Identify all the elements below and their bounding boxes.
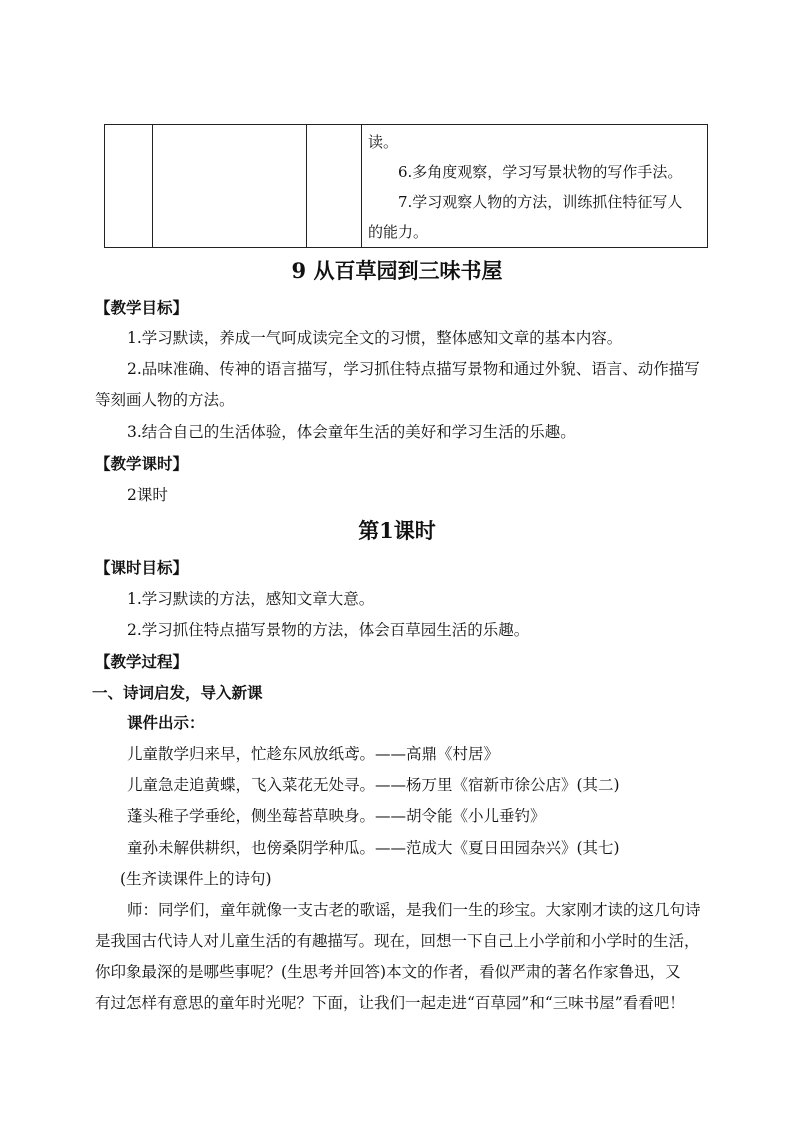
period-goal-item: 1.学习默读的方法，感知文章大意。 [127, 590, 375, 608]
goal-item: 2.品味准确、传神的语言描写，学习抓住特点描写景物和通过外貌、语言、动作描写 [127, 360, 700, 378]
courseware-label: 课件出示： [127, 713, 205, 732]
objectives-text [362, 125, 707, 247]
objective-line: 6.多角度观察，学习写景状物的写作手法。 [398, 163, 683, 181]
goal-item-continued: 等刻画人物的方法。 [95, 391, 235, 409]
hours-heading: 【教学课时】 [95, 454, 189, 473]
objective-line: 读。 [368, 133, 399, 151]
reading-note: (生齐读课件上的诗句) [120, 870, 272, 888]
period-goal-item: 2.学习抓住特点描写景物的方法，体会百草园生活的乐趣。 [127, 621, 530, 639]
table-cell-empty [307, 125, 362, 248]
section-heading: 一、诗词启发，导入新课 [92, 683, 263, 702]
objective-line: 7.学习观察人物的方法，训练抓住特征写人 [398, 193, 683, 211]
period-title: 第1课时 [358, 518, 436, 543]
continuation-table [104, 124, 708, 248]
teacher-line: 是我国古代诗人对儿童生活的有趣描写。现在，回想一下自己上小学前和小学时的生活， [95, 932, 700, 950]
poem-line: 儿童散学归来早，忙趁东风放纸鸢。——高鼎《村居》 [127, 745, 500, 763]
poem-line: 儿童急走追黄蝶，飞入菜花无处寻。——杨万里《宿新市徐公店》(其二) [127, 776, 620, 794]
goals-heading: 【教学目标】 [95, 298, 189, 317]
period-goals-heading: 【课时目标】 [95, 558, 189, 577]
poem-line: 蓬头稚子学垂纶，侧坐莓苔草映身。——胡令能《小儿垂钓》 [127, 807, 546, 825]
lesson-title: 9 从百草园到三味书屋 [291, 258, 503, 283]
teacher-line: 你印象最深的是哪些事呢？(生思考并回答)本文的作者，看似严肃的著名作家鲁迅，又 [95, 963, 681, 981]
goal-item: 3.结合自己的生活体验，体会童年生活的美好和学习生活的乐趣。 [127, 423, 576, 441]
poem-line: 童孙未解供耕织，也傍桑阴学种瓜。——范成大《夏日田园杂兴》(其七) [127, 839, 620, 857]
table-row [105, 125, 708, 248]
table-cell-empty [153, 125, 307, 248]
table-cell-empty [105, 125, 153, 248]
goal-item: 1.学习默读，养成一气呵成读完全文的习惯，整体感知文章的基本内容。 [127, 329, 623, 347]
objective-line: 的能力。 [368, 223, 429, 241]
table-cell-objectives [362, 125, 708, 248]
process-heading: 【教学过程】 [95, 652, 189, 671]
teacher-line: 有过怎样有意思的童年时光呢？下面，让我们一起走进“百草园”和“三味书屋”看看吧！ [95, 994, 685, 1012]
hours-value: 2课时 [127, 486, 168, 504]
teacher-line: 师：同学们，童年就像一支古老的歌谣，是我们一生的珍宝。大家刚才读的这几句诗 [127, 901, 701, 919]
